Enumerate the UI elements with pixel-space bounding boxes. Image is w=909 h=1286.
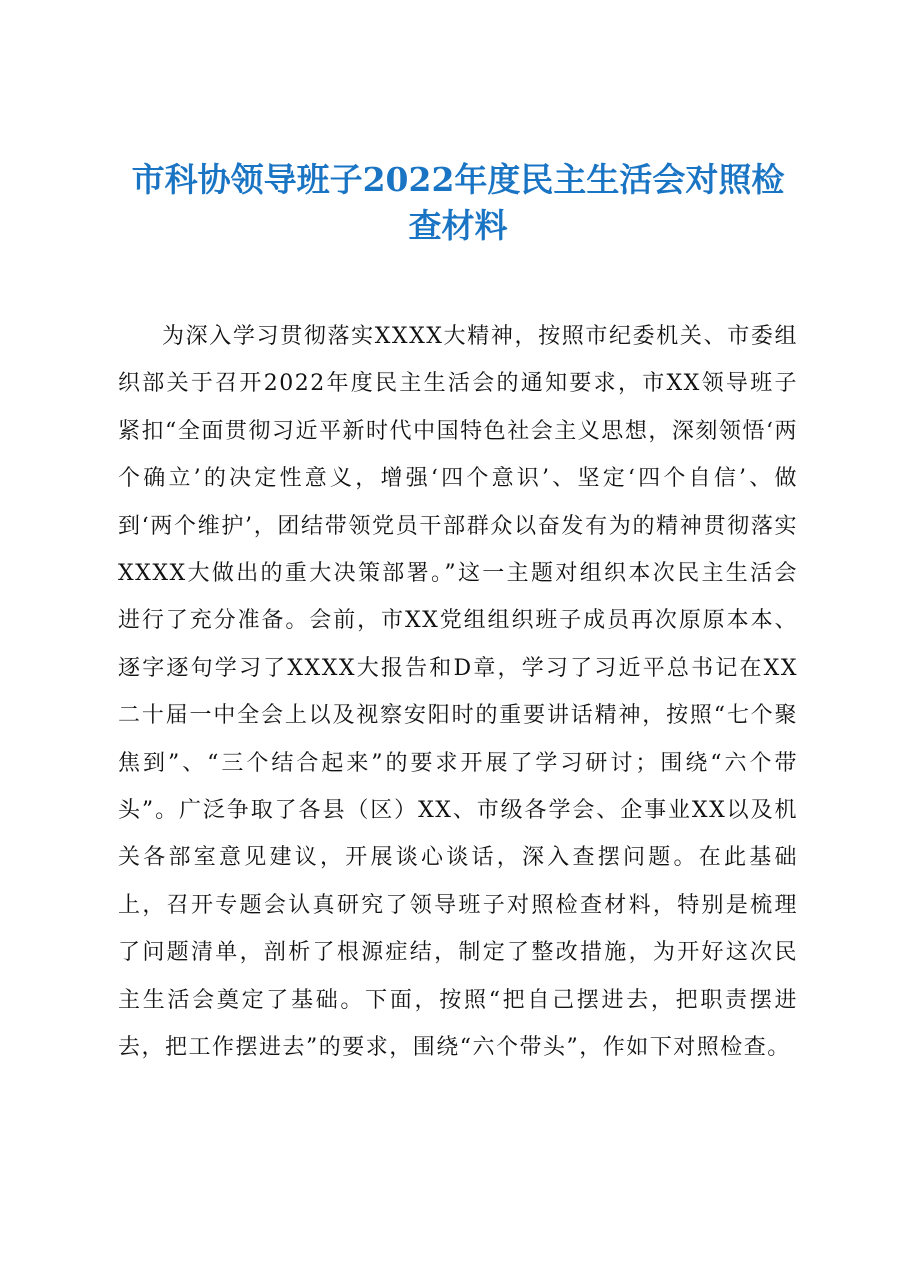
body-paragraph: 为深入学习贯彻落实XXXX大精神，按照市纪委机关、市委组织部关于召开2022年度民主生活会的通知要求，市XX领导班子紧扣“全面贯彻习近平新时代中国特色社会主义思想，深刻领悟‘两个确立’的决定性意义，增强‘四个意识’、坚定‘四个自信’、做到‘两个维护’，团结带领党员干部群众以奋发有为的精神贯彻落实XXXX大做出的重大决策部署。”这一主题对组织本次民主生活会进行了充分准备。会前，市XX党组组织班子成员再次原原本本、逐字逐句学习了XXXX大报告和D章，学习了习近平总书记在XX二十届一中全会上以及视察安阳时的重要讲话精神，按照“七个聚焦到”、“三个结合起来”的要求开展了学习研讨；围绕“六个带头”。广泛争取了各县（区）XX、市级各学会、企事业XX以及机关各部室意见建议，开展谈心谈话，深入查摆问题。在此基础上，召开专题会认真研究了领导班子对照检查材料，特别是梳理了问题清单，剖析了根源症结，制定了整改措施，为开好这次民主生活会奠定了基础。下面，按照“把自己摆进去，把职责摆进去，把工作摆进去”的要求，围绕“六个带头”，作如下对照检查。 bbox=[118, 324, 798, 1061]
document-title: 市科协领导班子2022年度民主生活会对照检查材料 bbox=[131, 160, 785, 245]
